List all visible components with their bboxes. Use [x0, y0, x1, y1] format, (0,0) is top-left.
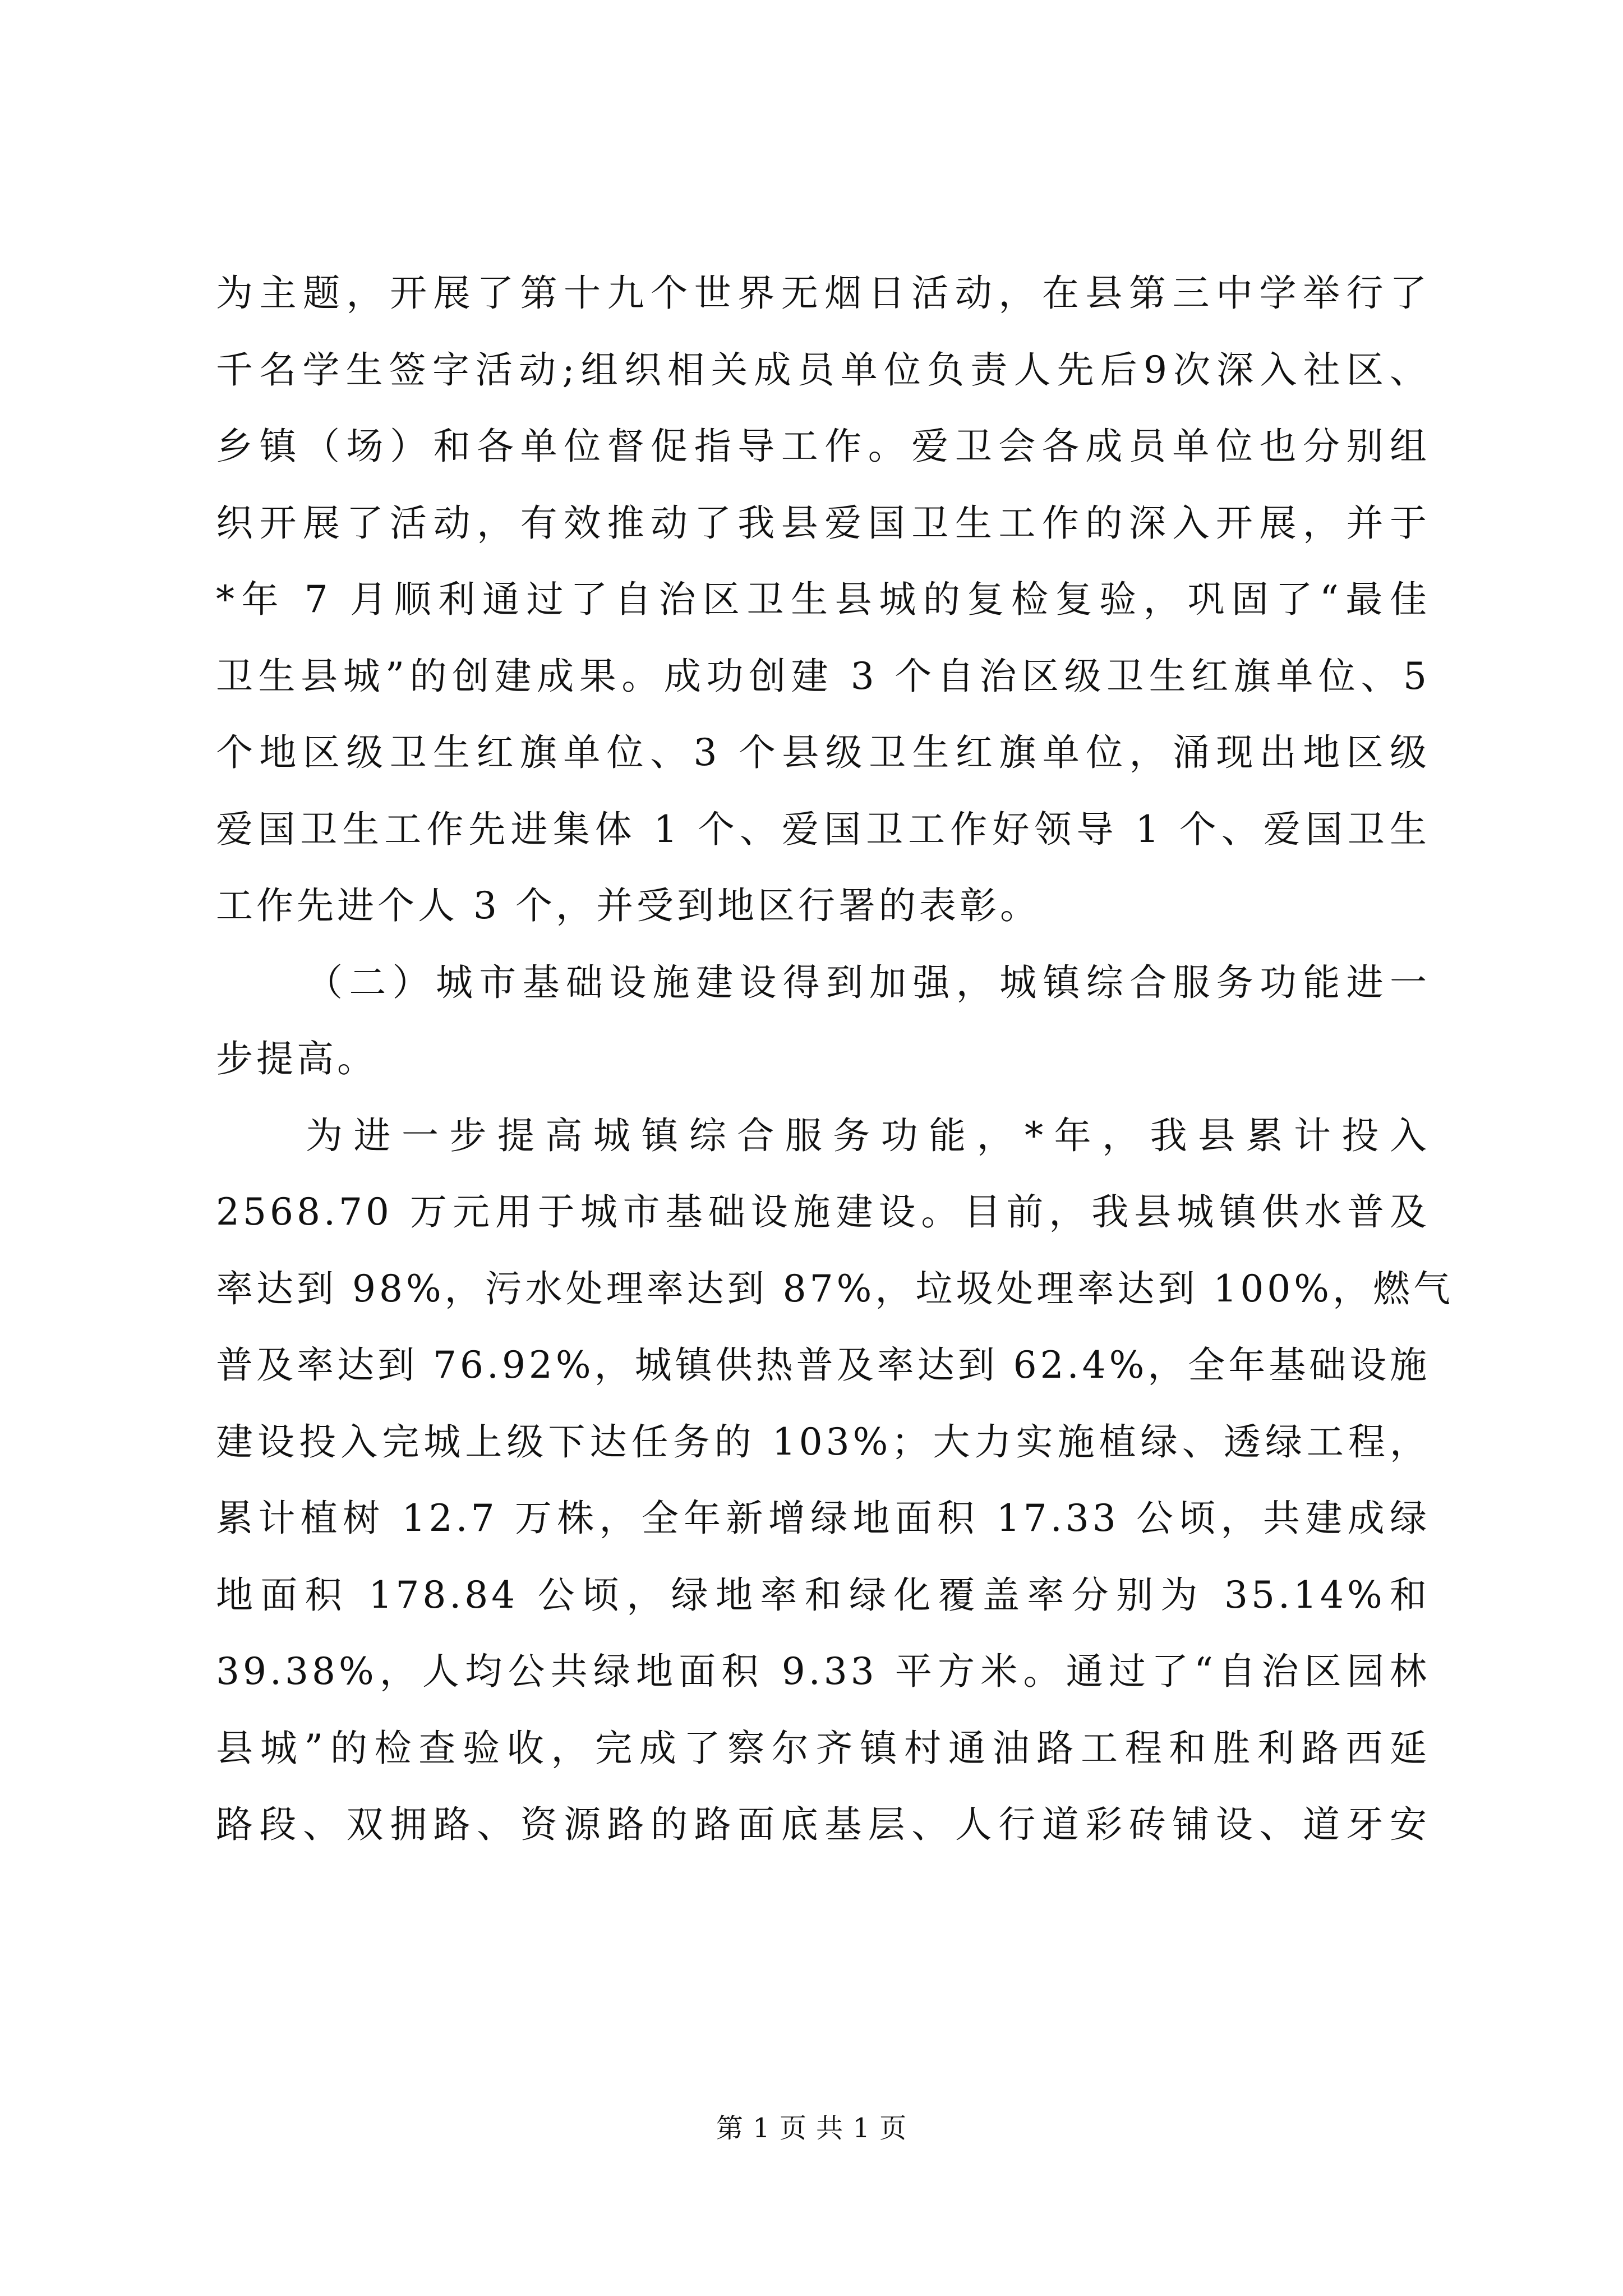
text-line: 为进一步提高城镇综合服务功能，*年，我县累计投入	[306, 1114, 1430, 1157]
text-line: 率达到 98%，污水处理率达到 87%，垃圾处理率达到 100%，燃气	[216, 1267, 1454, 1310]
text-line: *年 7 月顺利通过了自治区卫生县城的复检复验，巩固了“最佳	[216, 578, 1430, 621]
text-line: 乡镇（场）和各单位督促指导工作。爱卫会各成员单位也分别组	[216, 425, 1430, 468]
text-line: 爱国卫生工作先进集体 1 个、爱国卫工作好领导 1 个、爱国卫生	[216, 807, 1430, 851]
document-body	[216, 255, 1454, 1864]
text-line: 累计植树 12.7 万株，全年新增绿地面积 17.33 公顷，共建成绿	[216, 1497, 1430, 1540]
text-line: 织开展了活动，有效推动了我县爱国卫生工作的深入开展，并于	[216, 501, 1430, 545]
text-line: 2568.70 万元用于城市基础设施建设。目前，我县城镇供水普及	[216, 1190, 1430, 1234]
page-footer: 第 1 页 共 1 页	[716, 2113, 907, 2144]
text-line: 建设投入完城上级下达任务的 103%；大力实施植绿、透绿工程，	[216, 1420, 1430, 1464]
section-heading-line: （二）城市基础设施建设得到加强，城镇综合服务功能进一	[306, 960, 1430, 1004]
section-heading-line: 步提高。	[216, 1037, 377, 1080]
text-line: 县城”的检查验收，完成了察尔齐镇村通油路工程和胜利路西延	[216, 1726, 1430, 1770]
text-line: 普及率达到 76.92%，城镇供热普及率达到 62.4%，全年基础设施	[216, 1343, 1431, 1387]
text-line: 个地区级卫生红旗单位、3 个县级卫生红旗单位，涌现出地区级	[216, 731, 1430, 774]
text-line: 39.38%，人均公共绿地面积 9.33 平方米。通过了“自治区园林	[216, 1650, 1430, 1693]
text-line: 路段、双拥路、资源路的路面底基层、人行道彩砖铺设、道牙安	[216, 1803, 1430, 1846]
text-line: 工作先进个人 3 个，并受到地区行署的表彰。	[216, 884, 1040, 927]
text-line: 为主题，开展了第十九个世界无烟日活动，在县第三中学举行了	[216, 272, 1430, 315]
text-line: 卫生县城”的创建成果。成功创建 3 个自治区级卫生红旗单位、5	[216, 654, 1430, 698]
text-line: 地面积 178.84 公顷，绿地率和绿化覆盖率分别为 35.14%和	[216, 1573, 1430, 1617]
text-line: 千名学生签字活动;组织相关成员单位负责人先后9次深入社区、	[216, 348, 1430, 392]
